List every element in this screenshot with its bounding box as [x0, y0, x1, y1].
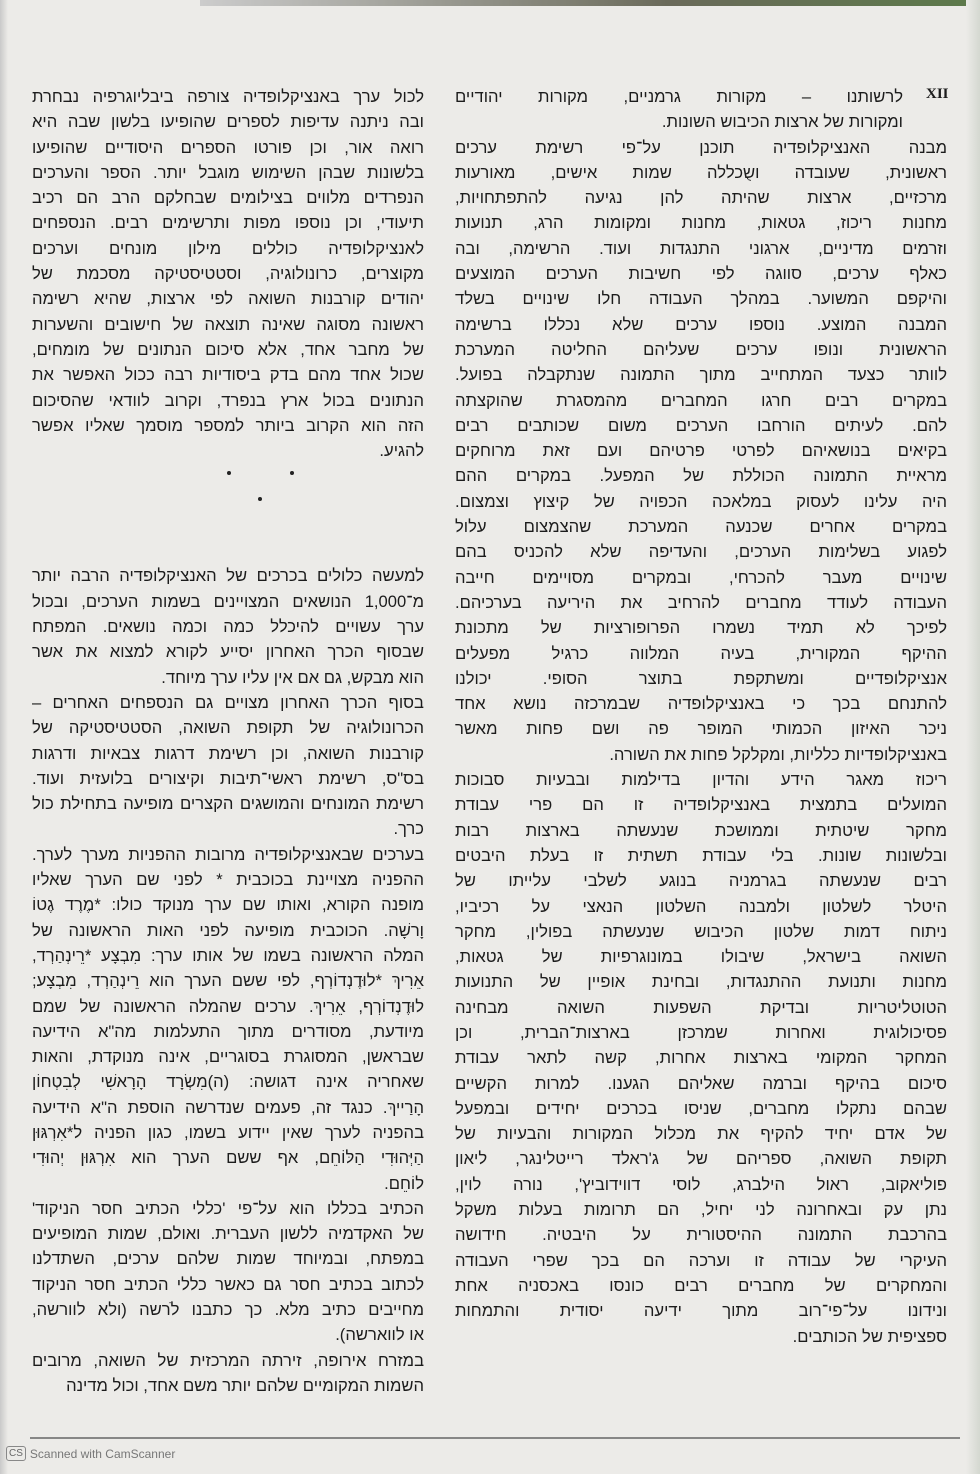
- text-line: שכול אחד מהם בדק ביסודיות רבה ככול האפשר את: [32, 365, 424, 385]
- left-column-top: [32, 84, 424, 463]
- text-line: סיכום בהיקף וברמה שאליהם הגענו. למרות הקשיים: [455, 1073, 947, 1093]
- text-line: מקוצרים, כרונולוגיה, וסטטיסטיקה מסכמת של: [32, 264, 424, 284]
- text-line: בס"ס, רשימת ראשי־תיבות וקיצורים בלועזית ועוד.: [32, 768, 424, 788]
- text-line: במקרים רבים חרגו המחברים מהמסגרת שהוקצתה: [455, 390, 947, 410]
- text-line: העבודה לעודד מחברים להרחיב את היריעה בערכיהם.: [455, 592, 947, 612]
- text-line: תיעודי, וכן נוספו מפות ותרשימים רבים. הנספחים: [32, 213, 424, 233]
- text-line: מחייבים כתיב מלא. כך כתבנו לֹרשה (ולא לוורשה,: [32, 1300, 424, 1320]
- separator-dot: [258, 497, 262, 501]
- text-line: באנציקלופדיות כלליות, ומקלקל פחות את השורה.: [609, 744, 947, 764]
- text-line: במזרח אירופה, זירתה המרכזית של השואה, מרובים: [32, 1350, 424, 1370]
- text-line: של האקדמיה ללשון העברית. ואולם, שמות המופיעים: [32, 1224, 424, 1244]
- text-line: של מחבר אחד, אלא סיכום הנתונים של מומחים,: [32, 339, 424, 359]
- text-line: השואה בישראל, שיבולו במונוגרפיות של גטאות,: [455, 947, 947, 967]
- text-line: בערכים שבאנציקלופדיה מרובות ההפניות מערך לערך.: [32, 844, 424, 864]
- text-line: תקופת השואה, ספריהם של ג'ראלד רייטלינגר, ליאון: [455, 1149, 947, 1169]
- paragraph: [32, 842, 424, 1196]
- paragraph: [455, 84, 947, 135]
- scan-left-edge: [0, 0, 8, 1474]
- text-line: מחנות ותנועת ההתנגדות, ובחינת אופיין של התנועות: [455, 972, 947, 992]
- text-line: כרך.: [393, 819, 424, 839]
- scan-bottom-edge: [30, 1437, 960, 1439]
- section-separator: [32, 463, 424, 563]
- text-line: מבנה האנציקלופדיה תוכנן על־פי רשימת ערכים: [455, 137, 947, 157]
- text-line: לרשותנו – מקורות גרמניים, מקורות יהודיים: [455, 87, 903, 106]
- text-line: אֵרִיךְ *לוּדֶנְדוֹרְף, לפי ששם הערך הוא רֵינְהַרְד, מִבְצָע;: [32, 971, 424, 991]
- paragraph: [32, 84, 424, 463]
- text-line: שאחריה אינה דגושה: (ה)מִשְׂרָד הָרָאשִׁי לְבִטְחוֹן: [32, 1072, 424, 1092]
- separator-dot: [227, 471, 231, 475]
- left-column: [32, 84, 424, 1398]
- separator-dot: [290, 471, 294, 475]
- text-line: בסוף הכרך האחרון מצויים גם הנספחים האחרים –: [32, 692, 424, 712]
- text-line: להתנחם בכך כי באנציקלופדיה שבמרכזה נושא אחד: [455, 694, 947, 714]
- text-line: בהרכבת התמונה ההיסטורית על היבטיה. חידושה: [455, 1225, 947, 1245]
- text-line: הכתיב בכללו הוא על־פי 'כללי הכתיב חסר הניקוד': [32, 1198, 424, 1218]
- text-line: מחקר שיטתית וממושכת שנעשתה בארצות רבות: [455, 820, 947, 840]
- text-line: הַיְּהוּדִי הַלּוֹחֵם, אף ששם הערך הוא אִרְגּוּן יְהוּדִי: [32, 1148, 424, 1168]
- right-column: [455, 84, 947, 1349]
- text-line: שינויים מעבר להכרחי, ובמקרים מסויימים חייבה: [455, 567, 947, 587]
- text-line: במקרים אחרים שכנעה המערכת שהצמצום עלול: [455, 517, 947, 537]
- scan-right-edge: [966, 0, 980, 1474]
- text-line: או לווארשה).: [335, 1325, 424, 1345]
- text-line: הזה הוא הקרוב ביותר למספר מוסמך שאליו אפשר: [32, 415, 424, 435]
- paragraph: [455, 767, 947, 1349]
- text-line: מיודעת, מסודרים מתוך התעלמות מה"א הידיעה: [32, 1021, 424, 1041]
- text-line: ראשונית, שעובדה ושֻכללה שמות אישים, מאורעות: [455, 162, 947, 182]
- text-line: וזרמים מדיניים, ארגוני התנגדות ועוד. הרשימה, ובה: [455, 238, 947, 258]
- text-line: רשימת המונחים והמושגים הקצרים מופיעה בתחילת כול: [32, 794, 424, 814]
- text-line: השמות המקומיים שלהם יותר משם אחד, וכול מדינה: [66, 1375, 424, 1395]
- text-line: ובה ניתנה עדיפות לספרים שהופיעו בלשון שבה היא: [32, 112, 424, 132]
- text-line: שבראשן, המסוגרת בסוגריים, אינה מנוקדת, והאות: [32, 1047, 424, 1067]
- text-line: הוא מבקש, גם אם אין עליו ערך מיוחד.: [161, 667, 424, 687]
- text-line: נתן עק ובאחרונה לני יחיל, הם תרומות בעלות משקל: [455, 1200, 947, 1220]
- text-line: להגיע.: [379, 441, 424, 461]
- text-line: הראשונית ונופו ערכים שעליהם החליטה המערכת: [455, 339, 947, 359]
- text-line: מופנה הקורא, ואותו שם ערך מנוקד כולו: *מֶרֶד גֶטוֹ: [32, 895, 424, 915]
- text-line: העיקרי של עבודה זו וערכה הם בכך שפרי העבודה: [455, 1250, 947, 1270]
- text-line: במפתח, ובמיוחד שמות שלהם ערכים, השתדלנו: [32, 1249, 424, 1269]
- scanner-watermark: [6, 1446, 175, 1461]
- text-line: מראיית התמונה הכוללת של המפעל. במקרים ההם: [455, 466, 947, 486]
- text-line: הנפרדים מלווים בצילומים שבחלקם הרב הם רכיב: [32, 188, 424, 208]
- camscanner-logo-icon: CS: [6, 1446, 26, 1461]
- text-line: הנתונים בכול ארץ בנפרד, וקרוב לוודאי שהסיכום: [32, 390, 424, 410]
- text-line: להם. לעיתים הורחבו הערכים משום שכותבים רבים: [455, 415, 947, 435]
- text-line: ההפניה מצויינת בכוכבית * לפני שם הערך שאליו: [32, 870, 424, 890]
- text-line: ובלשונות שונות. בלי עבודת תשתית זו בעלת היבטים: [455, 845, 947, 865]
- text-line: בקיאים בנושאיהם לפרטי פרטיהם ועם זאת מרוחקים: [455, 441, 947, 461]
- text-line: המלה הראשונה בשמו של אותו ערך: מִבְצָע *רֵינְהַרְד,: [32, 945, 424, 965]
- text-line: ומקורות של ארצות הכיבוש השונות.: [661, 112, 903, 132]
- text-line: והמחקרים של מחברים רבים כונסו באכסניה אחת: [455, 1275, 947, 1295]
- text-line: היטלר לשלטון ולמבנה השלטון הנאצי על רכיביו,: [455, 896, 947, 916]
- text-line: ספציפית של הכותבים.: [792, 1326, 947, 1346]
- page-number: XII: [926, 86, 949, 102]
- text-line: המחקר המקומי בארצות אחרות, קשה לתאר עבודת: [455, 1048, 947, 1068]
- text-line: ההיקף המקורית, בעיה המלווה כרגיל מפעלים: [455, 643, 947, 663]
- text-line: של אדם יחיד להקיף את מכלול המקורות והבעיות של: [455, 1124, 947, 1144]
- text-line: לוותר כצעד המתחייב מתוך התמונה שנתקבלה בפועל.: [455, 365, 947, 385]
- text-line: ונידונו על־פי־רוב מתוך ידיעה יסודית והתמחות: [455, 1301, 947, 1321]
- text-line: היה עלינו לעסוק במלאכה הכפויה של קיצוץ וצמצום.: [455, 491, 947, 511]
- text-line: וָרשָׁה. הכוכבית מופיעה לפני האות הראשונה של: [32, 920, 424, 940]
- text-line: כאלף ערכים, סווגה לפי חשיבות הערכים המוצעים: [455, 264, 947, 284]
- text-line: שבהם נתקלו מחברים, שניסו בכרכים יחידים ובמפעל: [455, 1098, 947, 1118]
- text-line: בלשונות שבהן השימוש מוגבל יותר. הספר והערכים: [32, 162, 424, 182]
- text-line: ניתוח דמות שלטון הכיבוש שנעשתה בפולין, מחקר: [455, 921, 947, 941]
- text-line: מחנות ריכוז, גטאות, מחנות ומקומות הרג, תנועות: [455, 213, 947, 233]
- text-line: המבנה המוצע. נוספו ערכים שלא נכללו ברשימה: [455, 314, 947, 334]
- text-line: מ־1,000 הנושאים המצויינים בשמות הערכים, ובכול: [32, 591, 424, 611]
- text-line: אנציקלופדיים ומשתקפת בתוצר הסופי. יכולנו: [455, 668, 947, 688]
- text-line: רבים שנעשתה בגרמניה בנוגע לשלבי עלייתו של: [455, 871, 947, 891]
- text-line: מרכזיים, ארצות שהיתה להן נגיעה להתפתחויות,: [455, 188, 947, 208]
- paragraph: [32, 1348, 424, 1399]
- text-line: ריכוז מאגר הידע והדיון בדילמות ובבעיות סבוכות: [455, 770, 947, 790]
- text-line: לאנציקלופדיה כוללים מילון מונחים וערכים: [32, 238, 424, 258]
- text-line: ראשונה מסוגה שאינה תוצאה של חישובים והשערות: [32, 314, 424, 334]
- text-line: המועלים בתמצית באנציקלופדיה זו הם פרי עבודת: [455, 795, 947, 815]
- paragraph: [455, 135, 947, 767]
- text-line: לכתוב בכתיב חסר גם כאשר כללי הכתיב חסר הניקוד: [32, 1274, 424, 1294]
- text-line: הטוטליטריות ובדיקת השפעות השואה מבחינה: [455, 997, 947, 1017]
- paragraph: [32, 1196, 424, 1348]
- paragraph: [32, 563, 424, 689]
- text-line: קורבנות השואה, וכן רשימת דרגות צבאיות ודרגות: [32, 743, 424, 763]
- text-line: לפיכך לא תמיד נשמרו הפרופורציות של מתכונת: [455, 618, 947, 638]
- text-line: יהודים קורבנות השואה לפי ארצות, שהיא רשימה: [32, 289, 424, 309]
- text-line: לוּדֶנְדוֹרְף, אֵרִיךְ. ערכים שהמלה הראשונה של שמם: [32, 996, 424, 1016]
- text-line: לכול ערך באנציקלופדיה צורפה ביבליוגרפיה נבחרת: [32, 87, 424, 106]
- scan-top-edge: [200, 0, 980, 6]
- text-line: לוֹחֵם.: [384, 1173, 424, 1193]
- left-column-bottom: [32, 563, 424, 1398]
- text-line: והיקפם המשוער. במהלך העבודה חלו שינויים בשלד: [455, 289, 947, 309]
- paragraph: [32, 690, 424, 842]
- scanner-label: Scanned with CamScanner: [29, 1446, 176, 1461]
- text-line: למעשה כלולים בכרכים של האנציקלופדיה הרבה יותר: [32, 566, 424, 586]
- text-line: ערך עשויים להיכלל כמה וכמה נושאים. המפתח: [32, 617, 424, 637]
- right-column-body: [455, 84, 947, 1349]
- text-line: הכרונולוגיה של תקופת השואה, הסטטיסטיקה של: [32, 718, 424, 738]
- text-line: לפגוע בשלימות הערכים, והעדיפה שלא להכניס בהם: [455, 542, 947, 562]
- text-line: שבסוף הכרך האחרון יסייע לקורא למצוא את אשר: [32, 642, 424, 662]
- text-line: הָרַייךְ. כנגד זה, פעמים שנדרשה הוספת ה"א הידיעה: [32, 1097, 424, 1117]
- text-line: ניכר האיזון הכמותי המופר פה ושם פחות מאשר: [455, 719, 947, 739]
- text-line: פוליאקוב, ראול הילברג, לוסי דווידוביץ', נורה לוין,: [455, 1174, 947, 1194]
- text-line: פסיכולוגית ואחרות שמרכזן בארצות־הברית, וכן: [455, 1022, 947, 1042]
- text-line: בהפניה לערך שאין יידוע בשמו, כגון הפניה ל*אִרְגּוּן: [32, 1122, 424, 1142]
- text-line: רואה אור, וכן פורטו הספרים היסודיים שהופיעו: [32, 137, 424, 157]
